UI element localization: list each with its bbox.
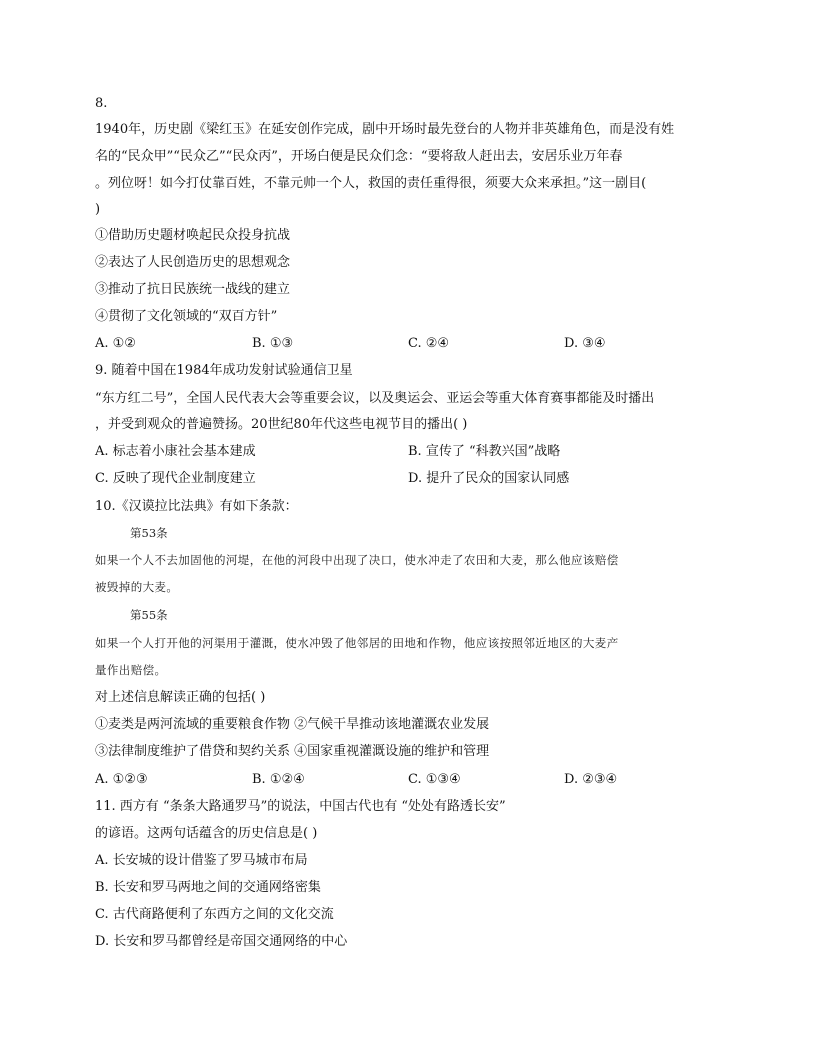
q10-question: 对上述信息解读正确的包括( ) — [95, 690, 266, 705]
q10-option-d[interactable]: D. ②③④ — [564, 772, 618, 787]
q9-options-row — [95, 442, 725, 462]
q9-option-c[interactable]: C. 反映了现代企业制度建立 — [95, 471, 256, 486]
q11-option-c[interactable]: C. 古代商路便利了东西方之间的文化交流 — [95, 907, 334, 922]
q10-stem: 10.《汉谟拉比法典》有如下条款： — [95, 499, 298, 514]
q8-option-c[interactable]: C. ②④ — [408, 336, 450, 351]
q8-stem-line: 。列位呀！如今打仗靠百姓，不靠元帅一个人，救国的责任重得很，须要大众来承担。”这一剧目( — [95, 176, 647, 191]
q10-option-a[interactable]: A. ①②③ — [95, 772, 148, 787]
q9-option-b[interactable]: B. 宣传了 “科教兴国”战略 — [408, 444, 561, 459]
q9-stem-line: “东方红二号”，全国人民代表大会等重要会议，以及奥运会、亚运会等重大体育赛事都能及时播出 — [95, 391, 655, 406]
q8-statement: ②表达了人民创造历史的思想观念 — [95, 255, 291, 270]
q8-option-b[interactable]: B. ①③ — [252, 336, 294, 351]
q9-options-row — [95, 469, 725, 489]
q10-article-55-title: 第55条 — [130, 608, 168, 622]
q10-article-53-text: 如果一个人不去加固他的河堤，在他的河段中出现了决口，使水冲走了农田和大麦，那么他应该赔偿 — [95, 553, 619, 567]
q8-stem-line: ) — [95, 202, 101, 217]
q9-option-a[interactable]: A. 标志着小康社会基本建成 — [95, 444, 256, 459]
q9-stem-line: 9. 随着中国在1984年成功发射试验通信卫星 — [95, 363, 353, 378]
q11-option-b[interactable]: B. 长安和罗马两地之间的交通网络密集 — [95, 880, 321, 895]
q8-stem-line: 1940年，历史剧《梁红玉》在延安创作完成，剧中开场时最先登台的人物并非英雄角色，而是没有姓 — [95, 122, 675, 137]
q9-option-d[interactable]: D. 提升了民众的国家认同感 — [408, 471, 570, 486]
q10-article-55-text: 如果一个人打开他的河渠用于灌溉，使水冲毁了他邻居的田地和作物，他应该按照邻近地区的大麦产 — [95, 636, 619, 650]
q8-statement: ③推动了抗日民族统一战线的建立 — [95, 282, 291, 297]
q9-stem-line: ，并受到观众的普遍赞扬。20世纪80年代这些电视节目的播出( ) — [95, 417, 468, 432]
q10-options — [95, 770, 725, 790]
q11-option-d[interactable]: D. 长安和罗马都曾经是帝国交通网络的中心 — [95, 934, 348, 949]
q10-article-53-title: 第53条 — [130, 526, 168, 540]
q11-option-a[interactable]: A. 长安城的设计借鉴了罗马城市布局 — [95, 853, 308, 868]
q10-article-55-text: 量作出赔偿。 — [95, 663, 167, 677]
q11-stem-line: 的谚语。这两句话蕴含的历史信息是( ) — [95, 826, 318, 841]
q10-option-b[interactable]: B. ①②④ — [252, 772, 305, 787]
q8-statement: ④贯彻了文化领域的“双百方针” — [95, 309, 278, 324]
q8-option-d[interactable]: D. ③④ — [564, 336, 606, 351]
q10-statement: ③法律制度维护了借贷和契约关系 ④国家重视灌溉设施的维护和管理 — [95, 744, 490, 759]
q8-statement: ①借助历史题材唤起民众投身抗战 — [95, 228, 291, 243]
q10-option-c[interactable]: C. ①③④ — [408, 772, 461, 787]
q10-statement: ①麦类是两河流域的重要粮食作物 ②气候干旱推动该地灌溉农业发展 — [95, 717, 490, 732]
q8-options — [95, 334, 725, 354]
q10-article-53-text: 被毁掉的大麦。 — [95, 580, 179, 594]
q8-option-a[interactable]: A. ①② — [95, 336, 136, 351]
q11-stem-line: 11. 西方有 “条条大路通罗马”的说法，中国古代也有 “处处有路透长安” — [95, 799, 506, 814]
q8-number: 8. — [95, 96, 108, 111]
q8-stem-line: 名的“民众甲”“民众乙”“民众丙”，开场白便是民众们念：“要将敌人赶出去，安居乐业万年春 — [95, 149, 623, 164]
